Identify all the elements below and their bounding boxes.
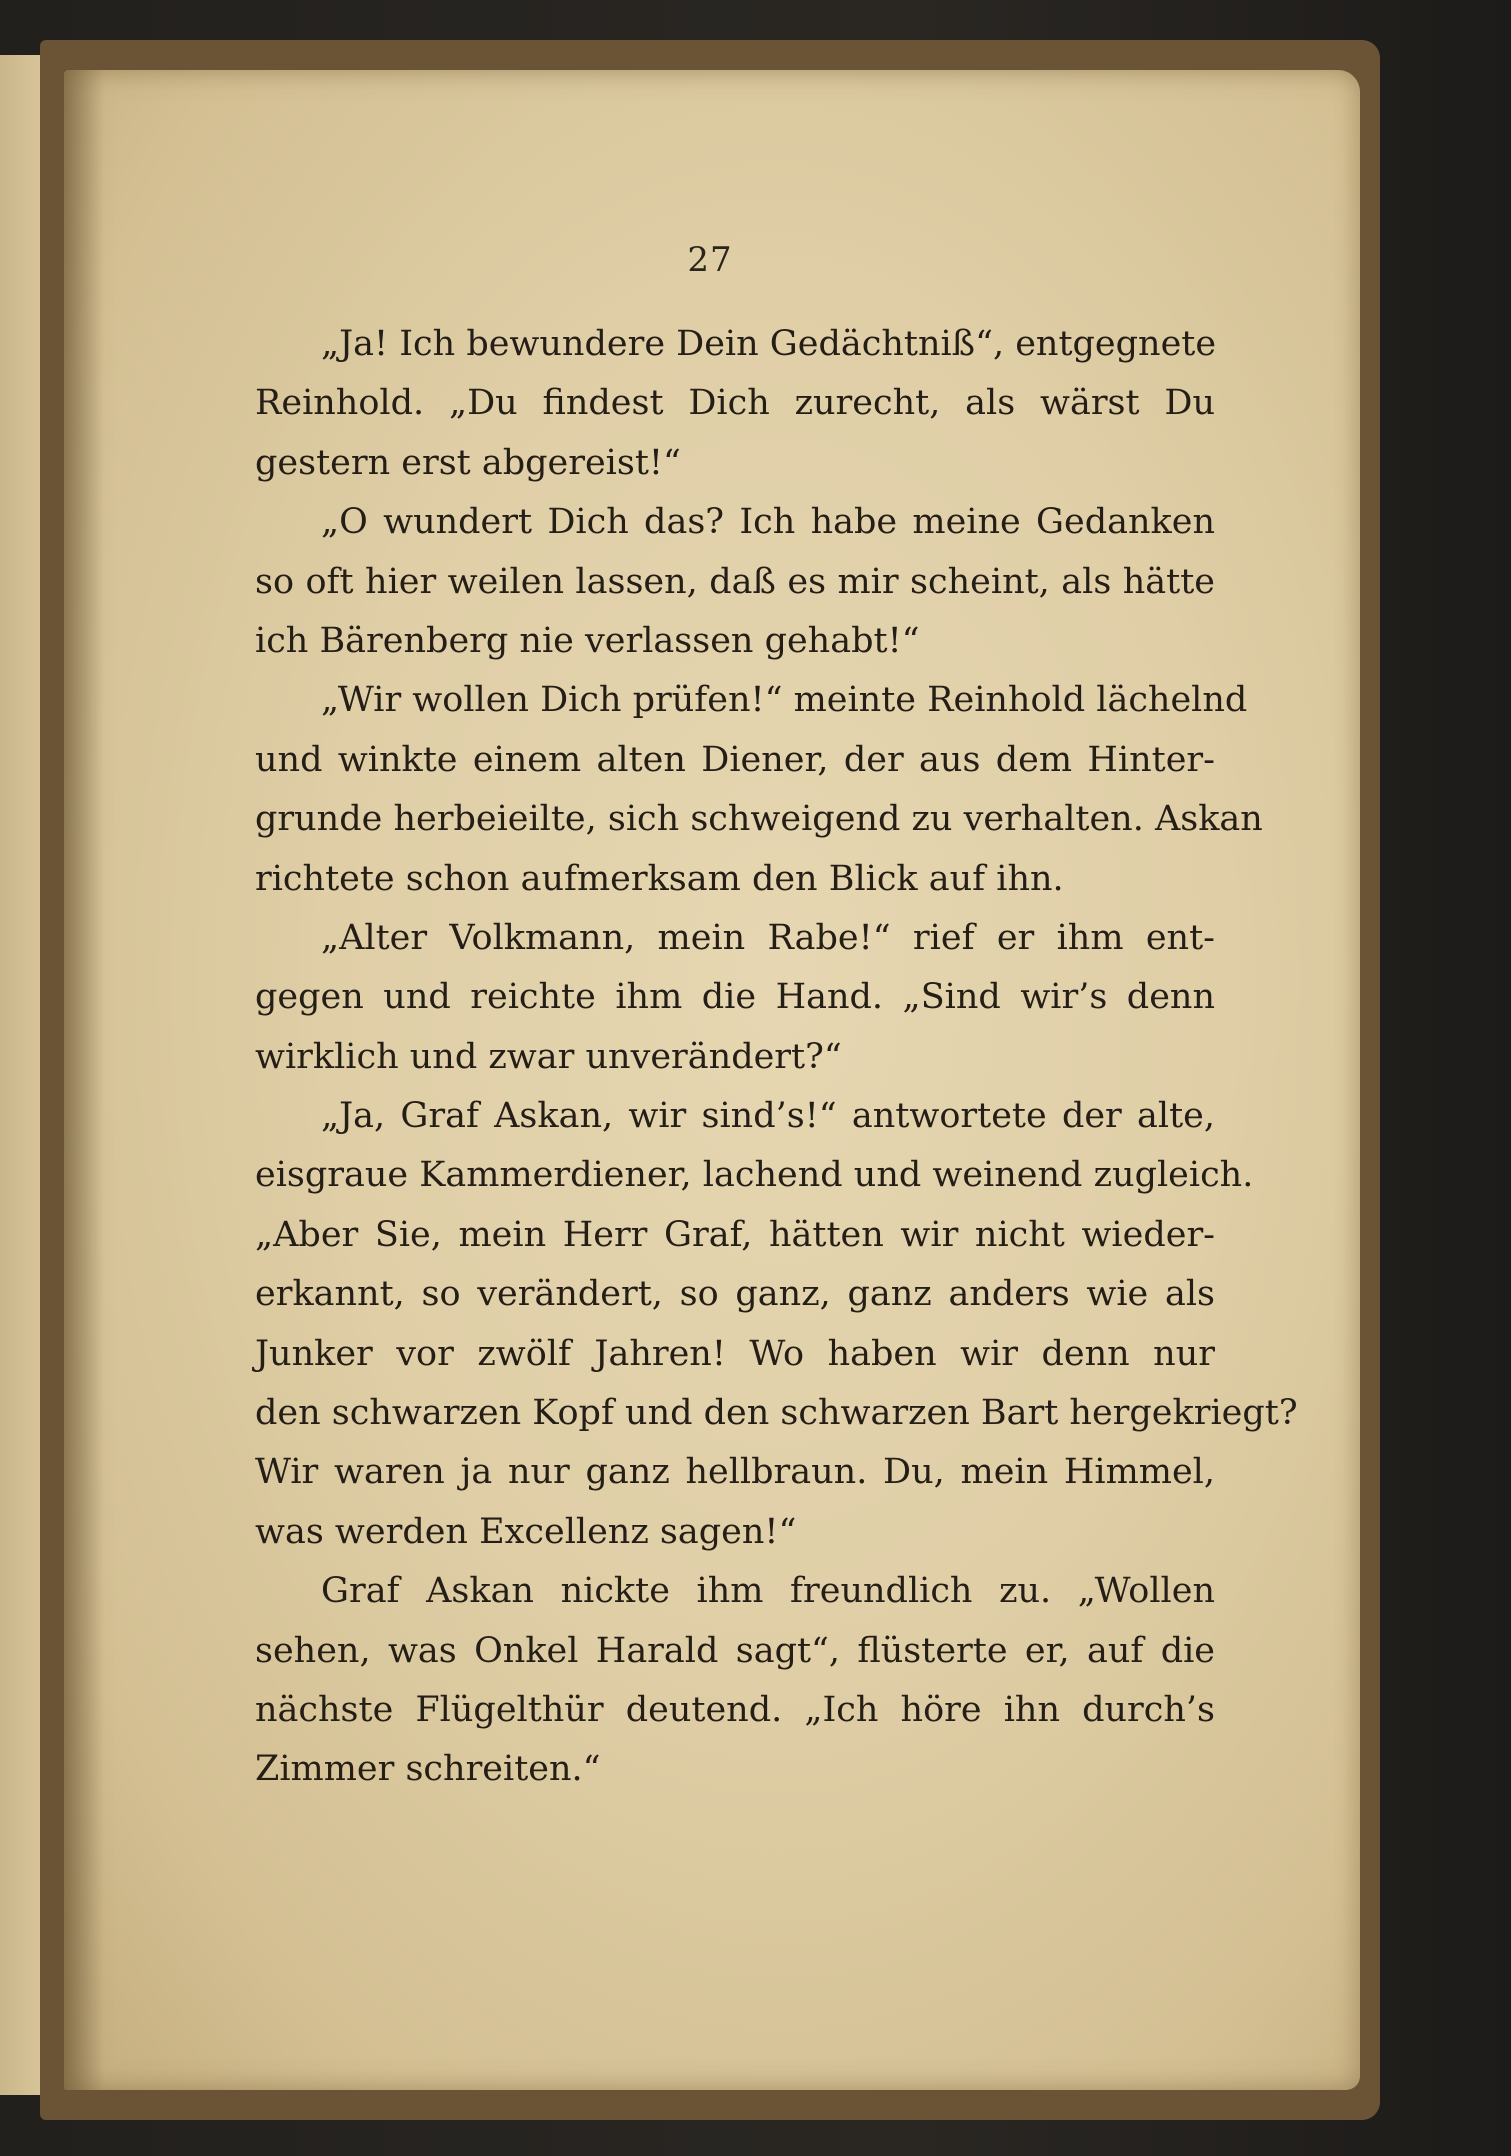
text-line: ich Bärenberg nie verlassen gehabt!“	[255, 620, 920, 661]
text-line: grunde herbeieilte, sich schweigend zu verhalten. Askan	[255, 799, 1263, 840]
text-line: den schwarzen Kopf und den schwarzen Bart hergekriegt?	[255, 1393, 1298, 1434]
text-line: „Ja, Graf Askan, wir sind’s!“ antwortete der alte,	[321, 1096, 1215, 1137]
text-line: gegen und reichte ihm die Hand. „Sind wir’s denn	[255, 977, 1215, 1018]
text-line: Reinhold. „Du findest Dich zurecht, als wärst Du	[255, 383, 1215, 424]
text-line: wirklich und zwar unverändert?“	[255, 1036, 842, 1077]
text-line: gestern erst abgereist!“	[255, 442, 681, 483]
text-line: „O wundert Dich das? Ich habe meine Gedanken	[321, 502, 1215, 543]
text-line: „Ja! Ich bewundere Dein Gedächtniß“, entgegnete	[321, 324, 1217, 364]
text-line: so oft hier weilen lassen, daß es mir scheint, als hätte	[255, 561, 1215, 602]
page-number: 27	[687, 240, 733, 280]
text-line: „Alter Volkmann, mein Rabe!“ rief er ihm ent-	[321, 917, 1215, 958]
text-line: Junker vor zwölf Jahren! Wo haben wir denn nur	[255, 1333, 1215, 1374]
text-line: erkannt, so verändert, so ganz, ganz anders wie als	[255, 1274, 1215, 1315]
text-line: richtete schon aufmerksam den Blick auf ihn.	[255, 858, 1064, 899]
text-line: „Aber Sie, mein Herr Graf, hätten wir nicht wieder-	[255, 1214, 1215, 1255]
gutter-shadow	[64, 70, 104, 2090]
text-line: Graf Askan nickte ihm freundlich zu. „Wollen	[321, 1571, 1215, 1612]
text-line: eisgraue Kammerdiener, lachend und weinend zugleich.	[255, 1155, 1254, 1196]
text-line: was werden Excellenz sagen!“	[255, 1511, 797, 1552]
text-line: und winkte einem alten Diener, der aus dem Hinter-	[255, 739, 1215, 780]
text-line: Zimmer schreiten.“	[255, 1749, 601, 1790]
text-line: Wir waren ja nur ganz hellbraun. Du, mein Himmel,	[255, 1452, 1215, 1493]
text-line: nächste Flügelthür deutend. „Ich höre ihn durch’s	[255, 1689, 1215, 1730]
text-line: sehen, was Onkel Harald sagt“, flüsterte er, auf die	[255, 1630, 1215, 1671]
page-text	[255, 315, 1298, 1800]
text-line: „Wir wollen Dich prüfen!“ meinte Reinhold lächelnd	[321, 680, 1248, 721]
